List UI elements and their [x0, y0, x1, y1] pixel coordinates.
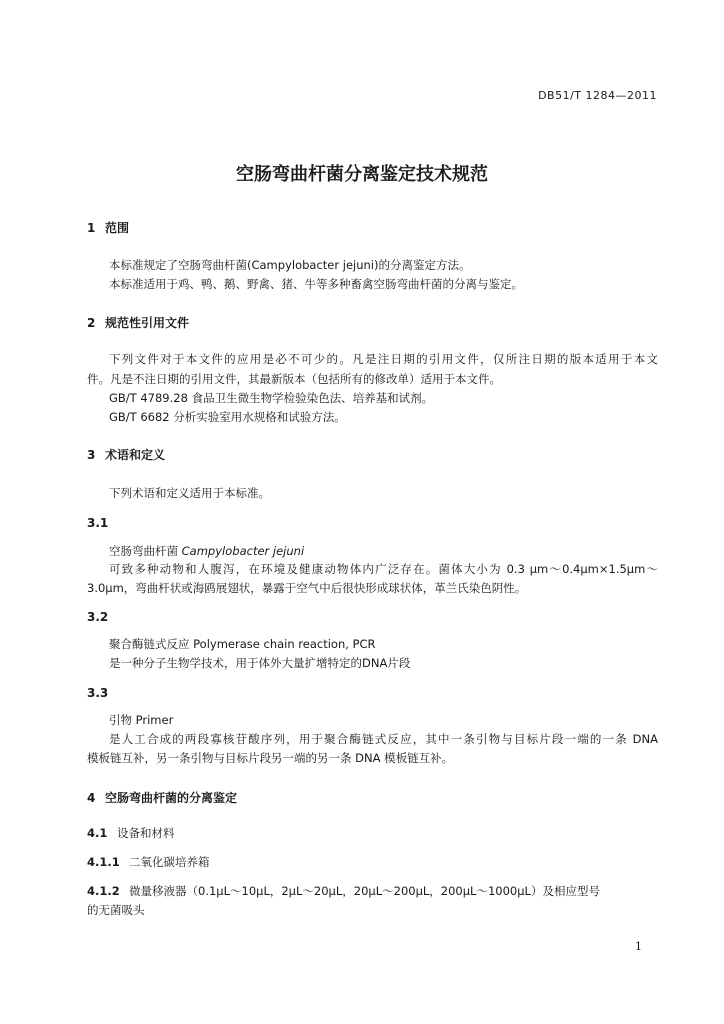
term-3-1-definition-line-2: 3.0μm，弯曲杆状或海鸥展翅状，暴露于空气中后很快形成球状体，革兰氏染色阴性。 — [87, 581, 527, 595]
subsection-title: 微量移液器（0.1μL～10μL，2μL～20μL，20μL～200μL，200μL～1000μL）及相应型号 — [129, 884, 600, 898]
section-number: 2 — [87, 316, 96, 330]
subsection-4-1-2 — [87, 884, 658, 898]
term-3-3-number: 3.3 — [87, 686, 109, 700]
section-title: 规范性引用文件 — [105, 316, 190, 330]
text-run: 本标准规定了空肠弯曲杆菌(Campylobacter — [109, 258, 343, 272]
subsection-4-1-1 — [87, 855, 658, 869]
section-number: 3 — [87, 448, 96, 462]
term-3-1-name — [109, 544, 658, 558]
subsection-number: 4.1 — [87, 826, 108, 840]
section-2-paragraph-line-1: 下列文件对于本文件的应用是必不可少的。凡是注日期的引用文件，仅所注日期的版本适用于本文 — [109, 352, 658, 366]
section-title: 范围 — [105, 221, 130, 235]
subsection-title: 二氧化碳培养箱 — [129, 855, 210, 869]
section-3-intro: 下列术语和定义适用于本标准。 — [109, 486, 270, 500]
term-3-1-number: 3.1 — [87, 516, 109, 530]
section-title: 术语和定义 — [105, 448, 166, 462]
text-run: )的分离鉴定方法。 — [374, 258, 471, 272]
subsection-number: 4.1.1 — [87, 855, 120, 869]
section-title: 空肠弯曲杆菌的分离鉴定 — [105, 791, 238, 805]
term-3-3-name: 引物 Primer — [109, 713, 174, 727]
term-3-3-definition-line-1: 是人工合成的两段寡核苷酸序列，用于聚合酶链式反应，其中一条引物与目标片段一端的一条 DNA — [109, 732, 658, 746]
section-3-heading — [87, 448, 658, 462]
standard-number: DB51/T 1284—2011 — [538, 89, 657, 102]
term-3-1-definition-line-1: 可致多种动物和人腹泻，在环境及健康动物体内广泛存在。菌体大小为 0.3 μm～0.4μm×1.5μm～ — [109, 562, 658, 576]
section-1-heading — [87, 221, 658, 235]
section-4-heading — [87, 791, 658, 805]
term-en: Campylobacter jejuni — [181, 544, 305, 558]
section-1-paragraph-2: 本标准适用于鸡、鸭、鹅、野禽、猪、牛等多种畜禽空肠弯曲杆菌的分离与鉴定。 — [109, 277, 523, 291]
document-title: 空肠弯曲杆菌分离鉴定技术规范 — [236, 164, 488, 185]
section-number: 1 — [87, 221, 96, 235]
term-3-3-definition-line-2: 模板链互补，另一条引物与目标片段另一端的另一条 DNA 模板链互补。 — [87, 751, 454, 765]
subsection-number: 4.1.2 — [87, 884, 120, 898]
subsection-4-1 — [87, 826, 658, 840]
section-1-paragraph-1 — [109, 258, 658, 272]
subsection-title: 设备和材料 — [117, 826, 175, 840]
term-3-2-name: 聚合酶链式反应 Polymerase chain reaction, PCR — [109, 637, 376, 651]
page-number: 1 — [635, 940, 642, 953]
term-3-2-definition: 是一种分子生物学技术，用于体外大量扩增特定的DNA片段 — [109, 656, 411, 670]
section-number: 4 — [87, 791, 96, 805]
term-3-2-number: 3.2 — [87, 610, 109, 624]
text-run-italic: jejuni — [342, 258, 374, 272]
reference-item: GB/T 4789.28 食品卫生微生物学检验染色法、培养基和试剂。 — [109, 391, 434, 405]
subsection-4-1-2-continued: 的无菌吸头 — [87, 903, 145, 917]
term-cn: 空肠弯曲杆菌 — [109, 544, 182, 558]
reference-item: GB/T 6682 分析实验室用水规格和试验方法。 — [109, 410, 346, 424]
section-2-heading — [87, 316, 658, 330]
section-2-paragraph-line-2: 件。凡是不注日期的引用文件，其最新版本（包括所有的修改单）适用于本文件。 — [87, 372, 501, 386]
